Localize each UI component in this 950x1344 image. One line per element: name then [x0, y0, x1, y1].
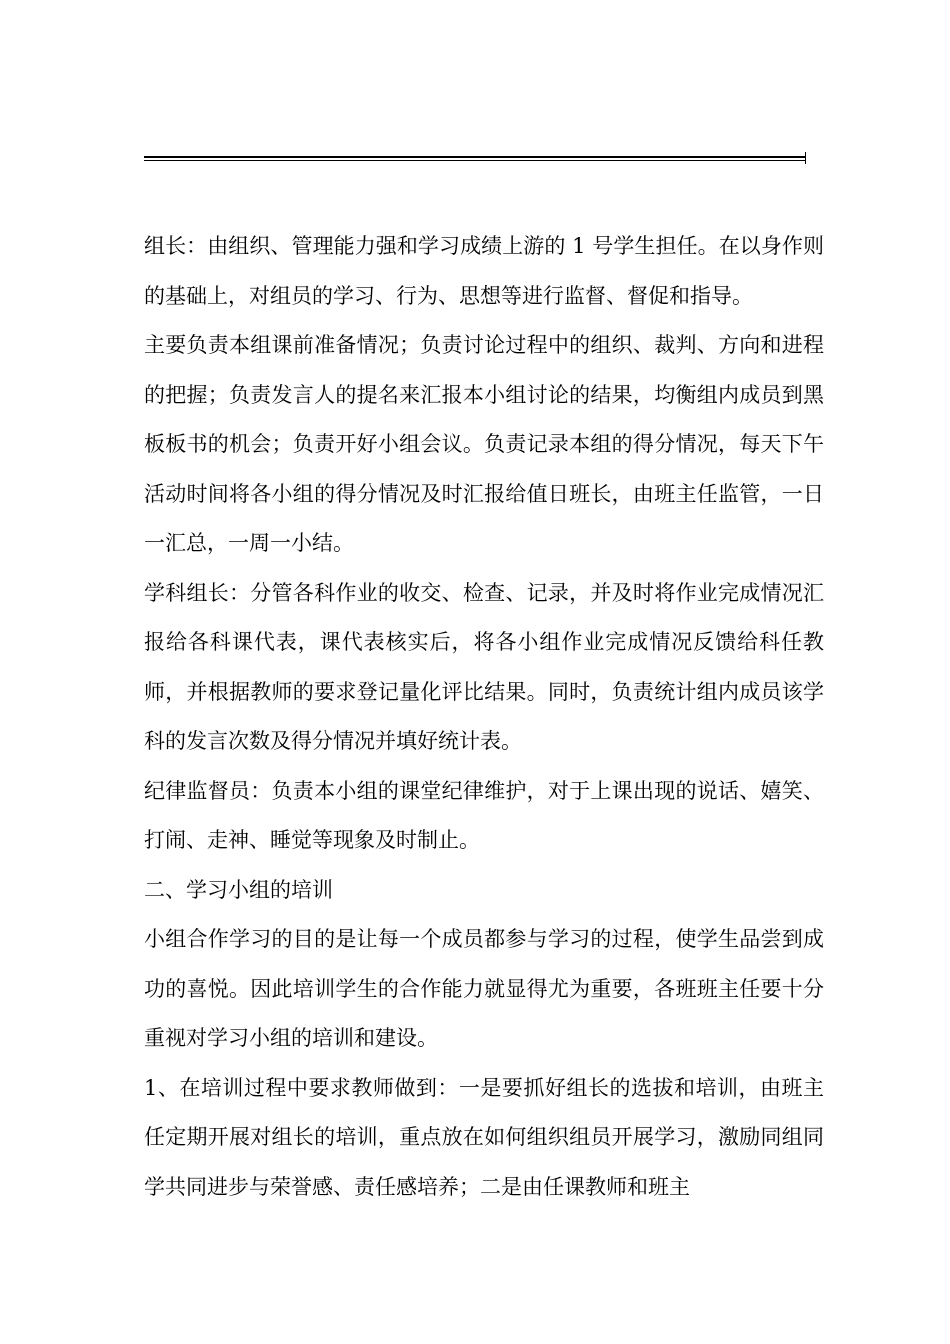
paragraph-subject-leader: 学科组长：分管各科作业的收交、检查、记录，并及时将作业完成情况汇报给各科课代表，课代表核实后，将各小组作业完成情况反馈给科任教师，并根据教师的要求登记量化评比结果。同时，负责统计组内成员该学科的发言次数及得分情况并填好统计表。 [144, 580, 824, 753]
header-rule-end [805, 152, 806, 164]
header-rule [144, 156, 806, 161]
paragraph-discipline-monitor: 纪律监督员：负责本小组的课堂纪律维护，对于上课出现的说话、嬉笑、打闹、走神、睡觉等现象及时制止。 [144, 778, 824, 852]
section-heading-training: 二、学习小组的培训 [144, 877, 333, 902]
paragraph-group-leader: 组长：由组织、管理能力强和学习成绩上游的 1 号学生担任。在以身作则的基础上，对组员的学习、行为、思想等进行监督、督促和指导。 [144, 234, 824, 308]
document-body [144, 222, 824, 1212]
paragraph-training-purpose: 小组合作学习的目的是让每一个成员都参与学习的过程，使学生品尝到成功的喜悦。因此培训学生的合作能力就显得尤为重要，各班班主任要十分重视对学习小组的培训和建设。 [144, 927, 824, 1050]
paragraph-training-requirements: 1、在培训过程中要求教师做到：一是要抓好组长的选拔和培训，由班主任定期开展对组长的培训，重点放在如何组织组员开展学习，激励同组同学共同进步与荣誉感、责任感培养；二是由任课教师和班主 [144, 1075, 824, 1199]
paragraph-leader-duties: 主要负责本组课前准备情况；负责讨论过程中的组织、裁判、方向和进程的把握；负责发言人的提名来汇报本小组讨论的结果，均衡组内成员到黑板板书的机会；负责开好小组会议。负责记录本组的得分情况，每天下午活动时间将各小组的得分情况及时汇报给值日班长，由班主任监管，一日一汇总，一周一小结。 [144, 333, 824, 555]
